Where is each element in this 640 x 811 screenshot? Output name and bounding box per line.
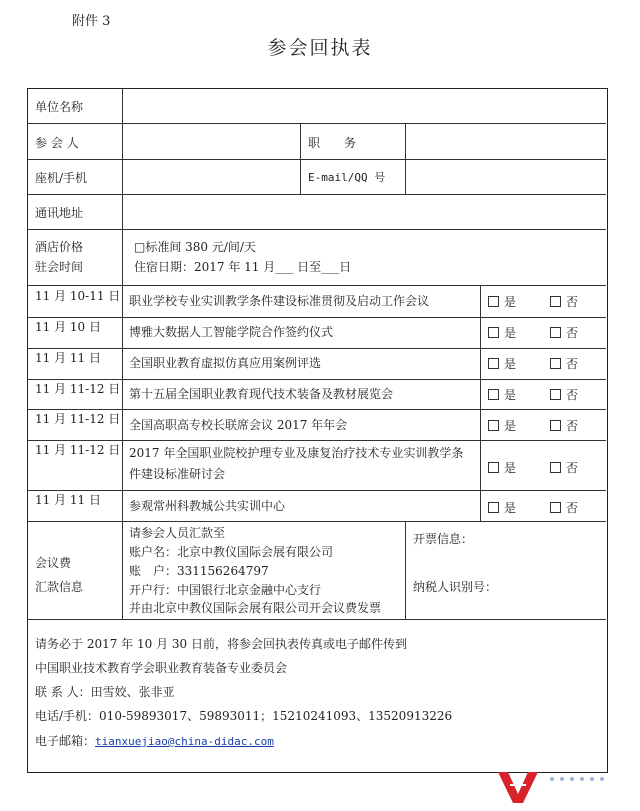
yes-label: 是 xyxy=(504,326,517,340)
contact-persons: 联 系 人：田雪姣、张非亚 xyxy=(35,685,175,699)
event-name: 全国高职高专校长联席会议 2017 年年会 xyxy=(129,418,348,432)
event-name: 博雅大数据人工智能学院合作签约仪式 xyxy=(129,325,334,339)
unit-name-label: 单位名称 xyxy=(35,100,84,114)
yes-option[interactable] xyxy=(488,355,516,372)
checkbox-icon xyxy=(488,502,499,513)
reply-form-table xyxy=(27,88,608,773)
event-date: 11 月 11-12 日 xyxy=(35,412,121,426)
event-name: 全国职业教育虚拟仿真应用案例评选 xyxy=(129,356,322,370)
bank-name: 开户行：中国银行北京金融中心支行 xyxy=(129,583,322,597)
position-label: 职 务 xyxy=(308,136,357,150)
no-option[interactable] xyxy=(550,355,578,372)
checkbox-icon xyxy=(488,358,499,369)
checkbox-icon xyxy=(550,327,561,338)
checkbox-icon xyxy=(550,358,561,369)
invoice-issuer: 并由北京中教仪国际会展有限公司开会议费发票 xyxy=(129,601,382,615)
room-type-option: □标准间 380 元/间/天 xyxy=(134,240,256,254)
taxpayer-id-label: 纳税人识别号： xyxy=(413,580,498,594)
hotel-price-label: 酒店价格 xyxy=(35,240,84,254)
no-label: 否 xyxy=(566,461,579,475)
email-label: 电子邮箱： xyxy=(35,734,96,748)
annex-label: 附件 3 xyxy=(72,14,111,29)
no-option[interactable] xyxy=(550,417,578,434)
phone-label: 座机/手机 xyxy=(35,171,88,185)
stay-dates: 住宿日期：2017 年 11 月___ 日至___日 xyxy=(134,260,352,274)
event-date: 11 月 10-11 日 xyxy=(35,289,121,303)
event-date: 11 月 11 日 xyxy=(35,351,101,365)
event-name: 2017 年全国职业院校护理专业及康复治疗技术专业实训教学条 xyxy=(129,446,464,460)
account-name: 账户名：北京中教仪国际会展有限公司 xyxy=(129,545,334,559)
yes-label: 是 xyxy=(504,357,517,371)
account-number: 账 户：331156264797 xyxy=(129,564,269,578)
address-label: 通讯地址 xyxy=(35,206,84,220)
yes-label: 是 xyxy=(504,295,517,309)
checkbox-icon xyxy=(488,420,499,431)
invoice-info-label: 开票信息： xyxy=(413,532,474,546)
committee-name: 中国职业技术教育学会职业教育装备专业委员会 xyxy=(35,661,288,675)
logo-icon xyxy=(496,770,540,804)
email-qq-label: E-mail/QQ 号 xyxy=(308,171,386,184)
page-title: 参会回执表 xyxy=(267,37,373,59)
yes-option[interactable] xyxy=(488,324,516,341)
event-name: 参观常州科教城公共实训中心 xyxy=(129,499,286,513)
contact-phones: 电话/手机：010-59893017、59893011；15210241093、13520913226 xyxy=(35,709,453,723)
checkbox-icon xyxy=(550,462,561,473)
event-date: 11 月 10 日 xyxy=(35,320,101,334)
no-option[interactable] xyxy=(550,324,578,341)
event-date: 11 月 11-12 日 xyxy=(35,443,121,457)
checkbox-icon xyxy=(550,420,561,431)
event-name: 第十五届全国职业教育现代技术装备及教材展览会 xyxy=(129,387,394,401)
yes-option[interactable] xyxy=(488,293,516,310)
yes-label: 是 xyxy=(504,461,517,475)
remittance-label: 汇款信息 xyxy=(35,580,84,594)
event-name-continued: 件建设标准研讨会 xyxy=(129,467,226,481)
checkbox-icon xyxy=(550,296,561,307)
no-label: 否 xyxy=(566,501,579,515)
no-option[interactable] xyxy=(550,293,578,310)
yes-option[interactable] xyxy=(488,417,516,434)
event-date: 11 月 11-12 日 xyxy=(35,382,121,396)
watermark-dots-icon xyxy=(548,774,618,784)
email-line xyxy=(35,732,274,749)
checkbox-icon xyxy=(488,389,499,400)
no-label: 否 xyxy=(566,326,579,340)
yes-option[interactable] xyxy=(488,386,516,403)
no-label: 否 xyxy=(566,419,579,433)
no-label: 否 xyxy=(566,295,579,309)
yes-label: 是 xyxy=(504,419,517,433)
attendee-label: 参 会 人 xyxy=(35,136,79,150)
checkbox-icon xyxy=(488,327,499,338)
email-link[interactable]: tianxuejiao@china-didac.com xyxy=(95,735,274,748)
event-name: 职业学校专业实训教学条件建设标准贯彻及启动工作会议 xyxy=(129,294,430,308)
yes-option[interactable] xyxy=(488,499,516,516)
checkbox-icon xyxy=(488,296,499,307)
deadline-note: 请务必于 2017 年 10 月 30 日前，将参会回执表传真或电子邮件传到 xyxy=(35,637,407,651)
no-option[interactable] xyxy=(550,459,578,476)
no-option[interactable] xyxy=(550,499,578,516)
yes-label: 是 xyxy=(504,388,517,402)
remit-instruction: 请参会人员汇款至 xyxy=(129,526,226,540)
checkbox-icon xyxy=(488,462,499,473)
no-option[interactable] xyxy=(550,386,578,403)
no-label: 否 xyxy=(566,357,579,371)
fee-label: 会议费 xyxy=(35,556,72,570)
no-label: 否 xyxy=(566,388,579,402)
event-date: 11 月 11 日 xyxy=(35,493,101,507)
checkbox-icon xyxy=(550,389,561,400)
stay-time-label: 驻会时间 xyxy=(35,260,84,274)
checkbox-icon xyxy=(550,502,561,513)
yes-label: 是 xyxy=(504,501,517,515)
yes-option[interactable] xyxy=(488,459,516,476)
